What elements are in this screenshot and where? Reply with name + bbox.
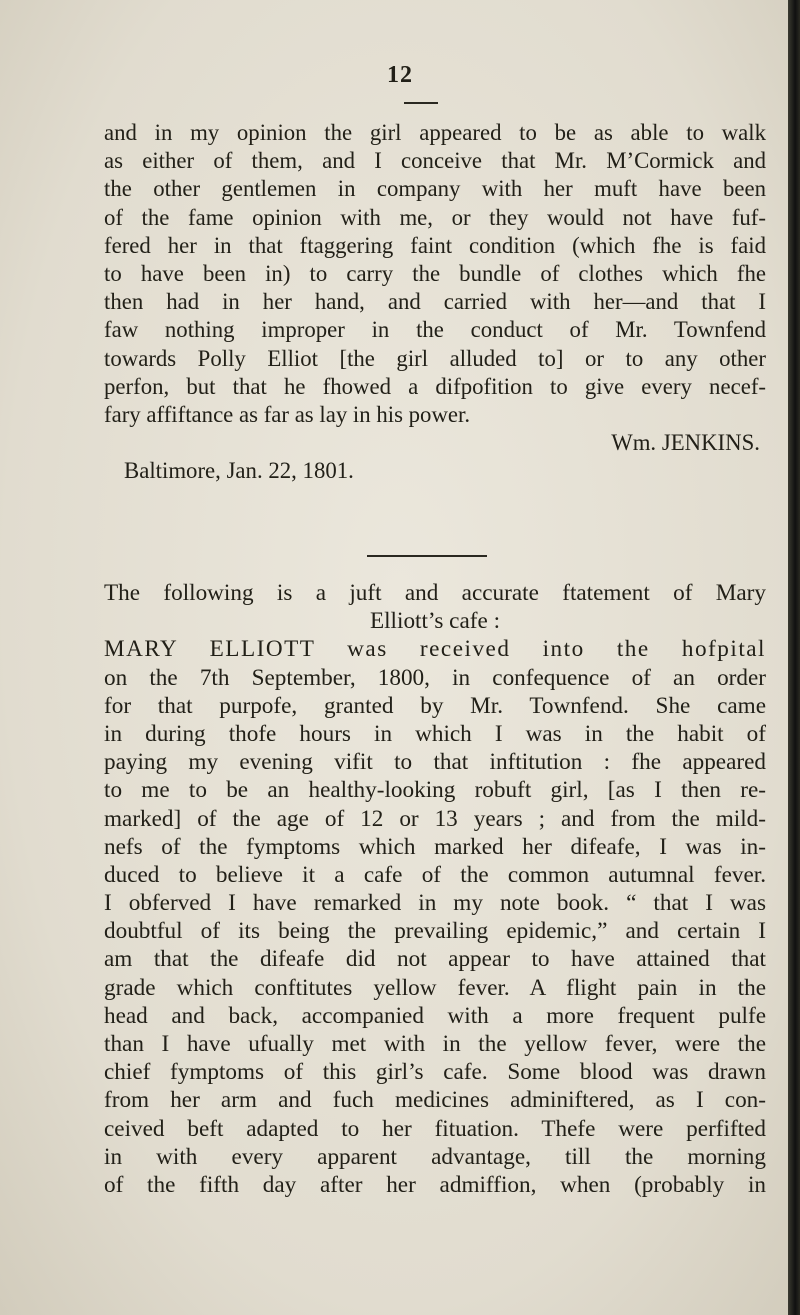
page-number: 12 bbox=[387, 62, 413, 88]
text-line: perfon, but that he fhowed a difpofition to give every necef- bbox=[104, 373, 766, 399]
section-divider bbox=[367, 555, 487, 557]
statement-line: of the fifth day after her admiffion, when (probably in bbox=[104, 1171, 766, 1198]
statement-line: on the 7th September, 1800, in confequence of an order bbox=[104, 664, 766, 691]
statement-line: nefs of the fymptoms which marked her difeafe, I was in- bbox=[104, 833, 766, 860]
statement-line: doubtful of its being the prevailing epidemic,” and certain I bbox=[104, 918, 766, 945]
place-date: Baltimore, Jan. 22, 1801. bbox=[124, 458, 354, 484]
text-line: as either of them, and I conceive that Mr. M’Cormick and bbox=[104, 148, 766, 174]
statement-line: MARY ELLIOTT was received into the hofpital bbox=[104, 636, 766, 663]
statement-line: in with every apparent advantage, till the morning bbox=[104, 1143, 766, 1170]
statement-line: than I have ufually met with in the yellow fever, were the bbox=[104, 1031, 766, 1057]
statement-line: in during thofe hours in which I was in the habit of bbox=[104, 720, 766, 747]
statement-line: for that purpofe, granted by Mr. Townfend. She came bbox=[104, 692, 766, 719]
statement-heading-line: The following is a juft and accurate ftatement of Mary bbox=[104, 580, 766, 606]
statement-line: grade which conftitutes yellow fever. A flight pain in the bbox=[104, 974, 766, 1001]
statement-line: from her arm and fuch medicines adminiftered, as I con- bbox=[104, 1087, 766, 1114]
text-line: towards Polly Elliot [the girl alluded to] or to any other bbox=[104, 345, 766, 371]
statement-heading-line: Elliott’s cafe : bbox=[369, 608, 501, 635]
statement-line: duced to believe it a cafe of the common autumnal fever. bbox=[104, 861, 766, 888]
book-spine-edge bbox=[788, 0, 800, 1315]
statement-line: paying my evening vifit to that inftitution : fhe appeared bbox=[104, 749, 766, 776]
text-line: fered her in that ftaggering faint condition (which fhe is faid bbox=[104, 232, 766, 258]
statement-line: am that the difeafe did not appear to have attained that bbox=[104, 946, 766, 973]
letter-text bbox=[104, 119, 766, 485]
text-line: to have been in) to carry the bundle of clothes which fhe bbox=[104, 260, 766, 286]
statement-line: chief fymptoms of this girl’s cafe. Some blood was drawn bbox=[104, 1059, 766, 1086]
text-line: of the fame opinion with me, or they would not have fuf- bbox=[104, 204, 766, 230]
statement-line: head and back, accompanied with a more frequent pulfe bbox=[104, 1002, 766, 1029]
statement-text bbox=[104, 579, 766, 1199]
text-line: faw nothing improper in the conduct of Mr. Townfend bbox=[104, 317, 766, 343]
statement-line: marked] of the age of 12 or 13 years ; and from the mild- bbox=[104, 805, 766, 832]
text-line: then had in her hand, and carried with her—and that I bbox=[104, 289, 766, 315]
statement-line: ceived beft adapted to her fituation. Thefe were perfifted bbox=[104, 1115, 766, 1142]
text-line: fary affiftance as far as lay in his power. bbox=[104, 401, 471, 427]
signature: Wm. JENKINS. bbox=[611, 430, 760, 456]
statement-line: I obferved I have remarked in my note book. “ that I was bbox=[104, 890, 766, 917]
statement-line: to me to be an healthy-looking robuft girl, [as I then re- bbox=[104, 777, 766, 804]
header-rule bbox=[404, 102, 438, 104]
text-line: the other gentlemen in company with her muft have been bbox=[104, 176, 766, 202]
text-line: and in my opinion the girl appeared to be as able to walk bbox=[104, 120, 766, 145]
